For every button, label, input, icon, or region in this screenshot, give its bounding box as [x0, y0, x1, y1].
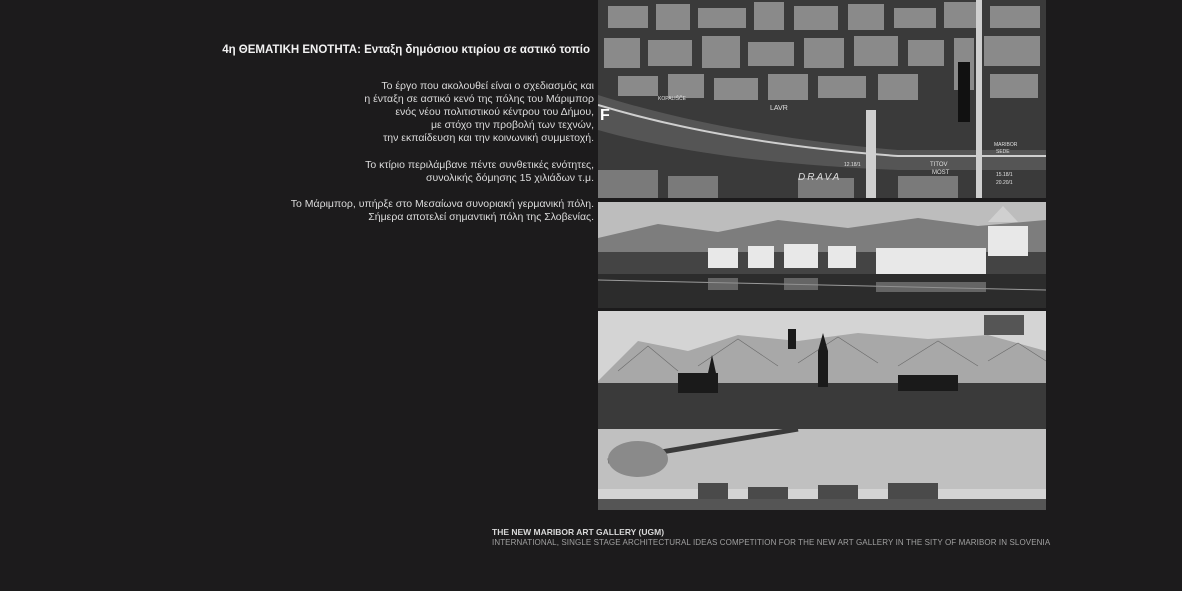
city-map-image	[598, 0, 1046, 198]
map-label: MARIBOR	[994, 142, 1018, 148]
text-line: Σήμερα αποτελεί σημαντική πόλη της Σλοβενίας.	[368, 211, 594, 223]
text-line: ενός νέου πολιτιστικού κέντρου του Δήμου,	[395, 106, 594, 118]
map-marker-letter: F	[600, 107, 610, 124]
map-label: LAVR	[770, 105, 788, 112]
map-label: 20.20/1	[996, 180, 1013, 186]
building-paragraph	[365, 159, 594, 185]
text-line: Το Μάριμπορ, υπήρξε στο Μεσαίωνα συνοριακή γερμανική πόλη.	[290, 198, 594, 210]
map-label: 15.18/1	[996, 172, 1013, 178]
text-line: η ένταξη σε αστικό κενό της πόλης του Μάριμπορ	[364, 93, 594, 105]
map-label: MOST	[932, 170, 950, 176]
map-label: TITOV	[930, 162, 948, 168]
footer-title: THE NEW MARIBOR ART GALLERY (UGM)	[492, 527, 665, 537]
intro-paragraph	[364, 80, 594, 145]
map-label: KOPALIŠČE	[658, 96, 686, 102]
history-paragraph	[291, 198, 594, 224]
map-label: SEDE	[996, 149, 1010, 155]
historical-engraving	[598, 311, 1046, 510]
text-line: την εκπαίδευση και την κοινωνική συμμετοχή.	[383, 132, 594, 144]
riverside-photo	[598, 202, 1046, 308]
section-heading: 4η ΘΕΜΑΤΙΚΗ ΕΝΟΤΗΤΑ: Ενταξη δημόσιου κτιρίου σε αστικό τοπίο	[222, 44, 590, 56]
text-line: με στόχο την προβολή των τεχνών,	[430, 119, 594, 131]
footer-subtitle: INTERNATIONAL, SINGLE STAGE ARCHITECTURAL IDEAS COMPETITION FOR THE NEW ART GALLERY IN THE SITY OF MARIBOR IN SLOVENIA	[492, 538, 1051, 547]
map-label: 12.18/1	[844, 162, 861, 168]
text-line: Το κτίριο περιλάμβανε πέντε συνθετικές ενότητες,	[365, 159, 594, 171]
text-line: συνολικής δόμησης 15 χιλιάδων τ.μ.	[426, 172, 594, 184]
river-label: DRAVA	[798, 172, 842, 183]
text-line: Το έργο που ακολουθεί είναι ο σχεδιασμός και	[381, 80, 594, 92]
